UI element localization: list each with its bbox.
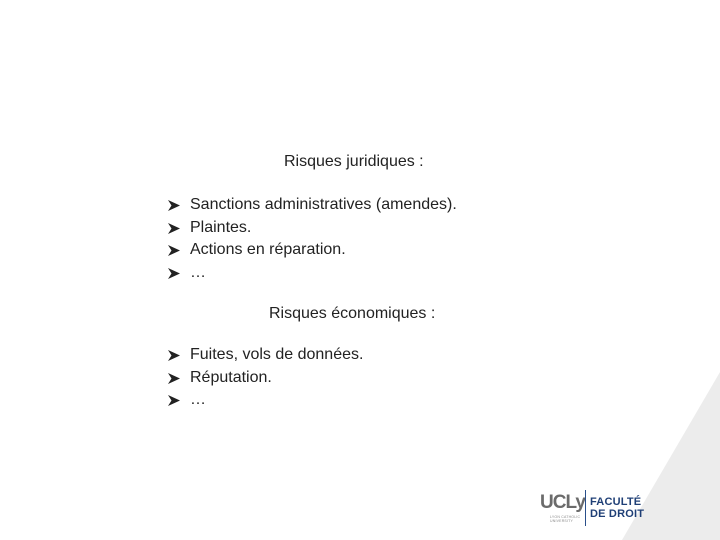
arrowhead-bullet-icon [167, 262, 181, 285]
arrowhead-bullet-icon [167, 194, 181, 217]
list-item-text: Fuites, vols de données. [190, 346, 364, 363]
list-item-text: Réputation. [190, 368, 272, 386]
logo-ucly-subtitle-line: LYON CATHOLIC [550, 515, 581, 519]
list-item-text: … [190, 391, 206, 408]
list-item-text: Sanctions administratives (amendes). [190, 196, 457, 213]
logo-ucly-subtitle [550, 515, 580, 523]
section-heading-economic-risks: Risques économiques : [269, 305, 436, 322]
list-item-text: Plaintes. [190, 218, 252, 236]
list-item-text: Actions en réparation. [190, 241, 346, 258]
list-item-text: … [190, 263, 206, 281]
logo-divider [585, 490, 586, 526]
arrowhead-bullet-icon [167, 217, 181, 240]
logo-faculty-line: FACULTÉ [590, 496, 642, 508]
section-heading-legal-risks: Risques juridiques : [284, 153, 424, 170]
arrowhead-bullet-icon [167, 389, 181, 412]
logo-faculty-line: DE DROIT [590, 508, 645, 520]
arrowhead-bullet-icon [167, 239, 181, 262]
logo-faculty-name [590, 496, 644, 520]
arrowhead-bullet-icon [167, 367, 181, 390]
logo-ucly-wordmark: UCLy [540, 492, 585, 513]
arrowhead-bullet-icon [167, 344, 181, 367]
logo-ucly-subtitle-line: UNIVERSITY [550, 519, 574, 523]
ucly-faculty-logo [538, 490, 648, 526]
